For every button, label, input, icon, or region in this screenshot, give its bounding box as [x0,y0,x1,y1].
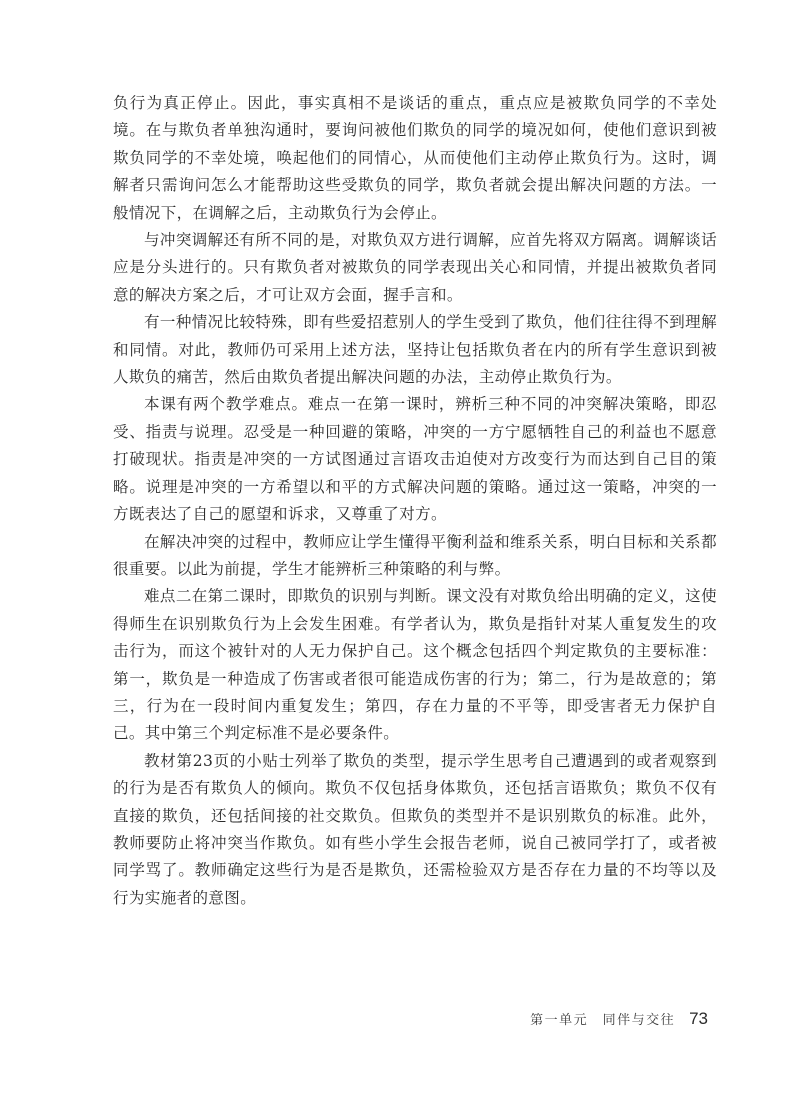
paragraph-mediation-difference: 与冲突调解还有所不同的是，对欺负双方进行调解，应首先将双方隔离。调解谈话应是分头进行的。只有欺负者对被欺负的同学表现出关心和同情，并提出被欺负者同意的解决方案之后，才可让双方会面，握手言和。 [113,231,717,304]
paragraph-continuation: 负行为真正停止。因此，事实真相不是谈话的重点，重点应是被欺负同学的不幸处境。在与欺负者单独沟通时，要询问被他们欺负的同学的境况如何，使他们意识到被欺负同学的不幸处境，唤起他们的同情心，从而使他们主动停止欺负行为。这时，调解者只需询问怎么才能帮助这些受欺负的同学，欺负者就会提出解决问题的方法。一般情况下，在调解之后，主动欺负行为会停止。 [113,94,717,222]
page-body [113,90,717,912]
page-footer [530,1009,708,1029]
unit-title: 第一单元 同伴与交往 [530,1013,676,1028]
paragraph-bullying-types: 教材第23页的小贴士列举了欺负的类型，提示学生思考自己遭遇到的或者观察到的行为是否有欺负人的倾向。欺负不仅包括身体欺负，还包括言语欺负；欺负不仅有直接的欺负，还包括间接的社交欺负。但欺负的类型并不是识别欺负的标准。此外，教师要防止将冲突当作欺负。如有些小学生会报告老师，说自己被同学打了，或者被同学骂了。教师确定这些行为是否是欺负，还需检验双方是否存在力量的不均等以及行为实施者的意图。 [113,751,717,907]
paragraph-teaching-difficulty-one: 本课有两个教学难点。难点一在第一课时，辨析三种不同的冲突解决策略，即忍受、指责与说理。忍受是一种回避的策略，冲突的一方宁愿牺牲自己的利益也不愿意打破现状。指责是冲突的一方试图通过言语攻击迫使对方改变行为而达到自己目的策略。说理是冲突的一方希望以和平的方式解决问题的策略。通过这一策略，冲突的一方既表达了自己的愿望和诉求，又尊重了对方。 [113,395,717,524]
paragraph-special-case: 有一种情况比较特殊，即有些爱招惹别人的学生受到了欺负，他们往往得不到理解和同情。对此，教师仍可采用上述方法，坚持让包括欺负者在内的所有学生意识到被人欺负的痛苦，然后由欺负者提出解决问题的办法，主动停止欺负行为。 [113,313,717,387]
paragraph-conflict-resolution: 在解决冲突的过程中，教师应让学生懂得平衡利益和维系关系，明白目标和关系都很重要。以此为前提，学生才能辨析三种策略的利与弊。 [113,532,717,578]
paragraph-teaching-difficulty-two: 难点二在第二课时，即欺负的识别与判断。课文没有对欺负给出明确的定义，这使得师生在识别欺负行为上会发生困难。有学者认为，欺负是指针对某人重复发生的攻击行为，而这个被针对的人无力保护自己。这个概念包括四个判定欺负的主要标准：第一，欺负是一种造成了伤害或者很可能造成伤害的行为；第二，行为是故意的；第三，行为在一段时间内重复发生；第四，存在力量的不平等，即受害者无力保护自己。其中第三个判定标准不是必要条件。 [113,587,717,743]
page-number: 73 [689,1009,708,1028]
